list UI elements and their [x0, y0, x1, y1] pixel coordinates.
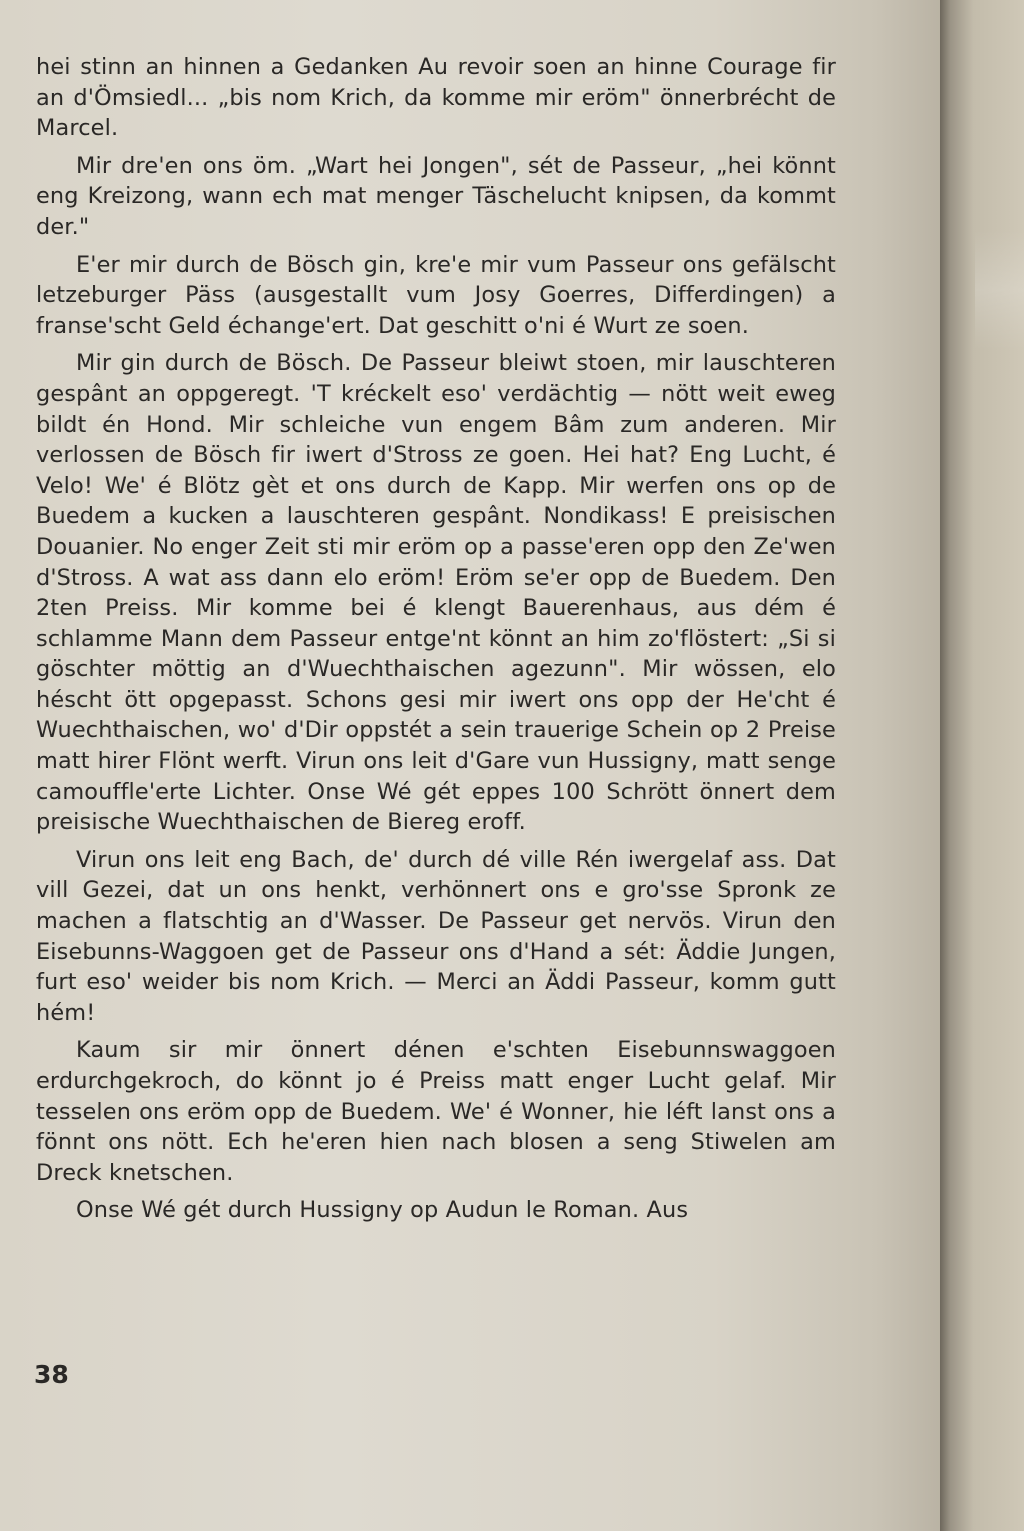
paragraph: Mir gin durch de Bösch. De Passeur bleiwt stoen, mir lauschteren gespânt an oppgeregt. 'T kréckelt eso' verdächtig — nött weit eweg bildt én Hond. Mir schleiche vun engem Bâm zum anderen. Mir verlossen de Bösch fir iwert d'Stross ze goen. Hei hat? Eng Lucht, é Velo! We' é Blötz gèt et ons durch de Kapp. Mir werfen ons op de Buedem a kucken a lauschteren gespânt. Nondikass! E preisischen Douanier. No enger Zeit sti mir eröm op a passe'eren opp den Ze'wen d'Stross. A wat ass dann elo eröm! Eröm se'er opp de Buedem. Den 2ten Preiss. Mir komme bei é klengt Bauerenhaus, aus dém é schlamme Mann dem Passeur entge'nt könnt an him zo'flöstert: „Si si göschter möttig an d'Wuechthaischen agezunn". Mir wössen, elo héscht ött opgepasst. Schons gesi mir iwert ons opp der He'cht é Wuechthaischen, wo' d'Dir oppstét a sein trauerige Schein op 2 Preise matt hirer Flönt werft. Virun ons leit d'Gare vun Hussigny, matt senge camouffle'erte Lichter. Onse Wé gét eppes 100 Schrött önnert dem preisische Wuechthaischen de Biereg eroff.	[36, 350, 836, 836]
page-fold-highlight	[975, 230, 1024, 350]
paragraph: E'er mir durch de Bösch gin, kre'e mir vum Passeur ons gefälscht letzeburger Päss (ausgestallt vum Josy Goerres, Differdingen) a franse'scht Geld échange'ert. Dat geschitt o'ni é Wurt ze soen.	[36, 251, 836, 339]
paragraph: Kaum sir mir önnert dénen e'schten Eisebunnswaggoen erdurchgekroch, do könnt jo é Preiss matt enger Lucht gelaf. Mir tesselen ons eröm opp de Buedem. We' é Wonner, hie léft lanst ons a fönnt ons nött. Ech he'eren hien nach blosen a seng Stiwelen am Dreck knetschen.	[36, 1037, 836, 1186]
paragraph: hei stinn an hinnen a Gedanken Au revoir soen an hinne Courage fir an d'Ömsiedl... „bis nom Krich, da komme mir eröm" önnerbrécht de Marcel.	[36, 54, 836, 142]
page-number: 38	[34, 1360, 69, 1389]
paragraph: Mir dre'en ons öm. „Wart hei Jongen", sét de Passeur, „hei könnt eng Kreizong, wann ech mat menger Täschelucht knipsen, da kommt der."	[36, 152, 836, 240]
body-text	[36, 52, 836, 1226]
paragraph: Onse Wé gét durch Hussigny op Audun le Roman. Aus	[76, 1197, 689, 1224]
paragraph: Virun ons leit eng Bach, de' durch dé ville Rén iwergelaf ass. Dat vill Gezei, dat un ons henkt, verhönnert ons e gro'sse Spronk ze machen a flatschtig an d'Wasser. De Passeur get nervös. Virun den Eisebunns-Waggoen get de Passeur ons d'Hand a sét: Äddie Jungen, furt eso' weider bis nom Krich. — Merci an Äddi Passeur, komm gutt hém!	[36, 846, 836, 1026]
